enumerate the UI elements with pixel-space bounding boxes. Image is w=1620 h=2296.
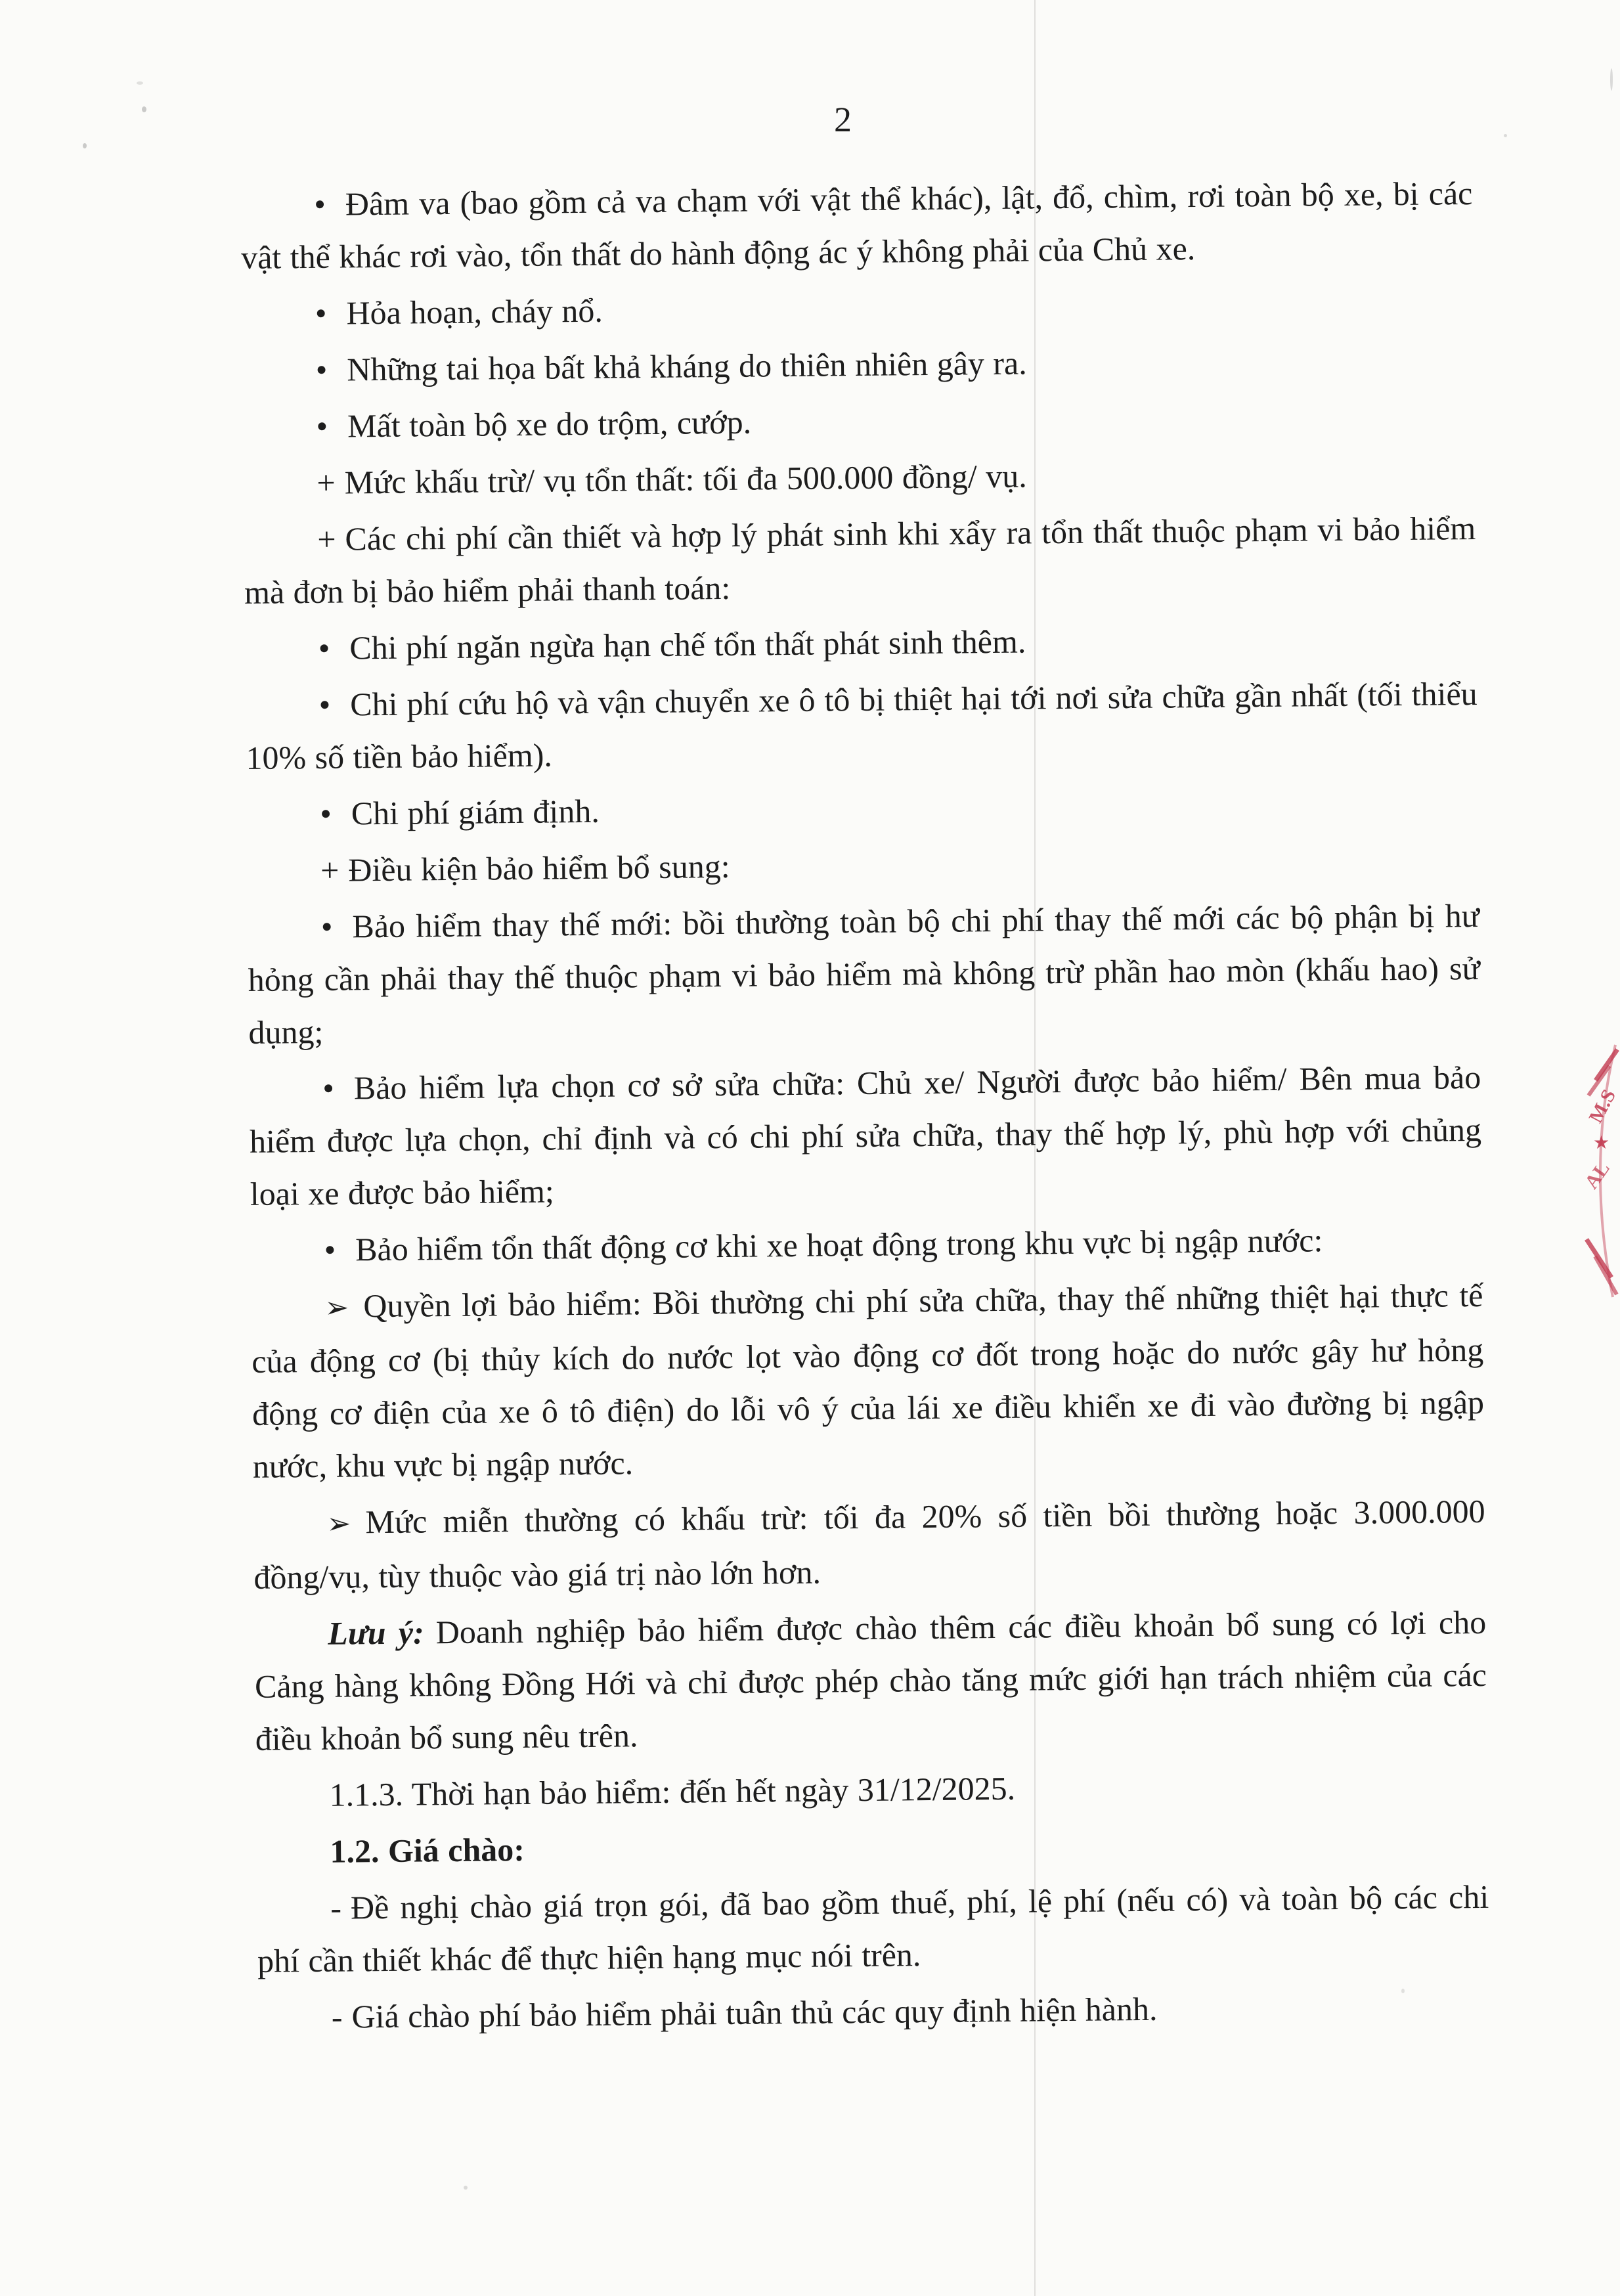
paragraph bbox=[250, 1212, 1483, 1277]
paragraph-text: Những tai họa bất khả kháng do thiên nhiên gây ra. bbox=[347, 344, 1027, 388]
bullet-icon: • bbox=[318, 629, 330, 667]
document-body bbox=[240, 167, 1490, 2048]
scan-speck bbox=[137, 81, 143, 85]
paragraph-text: Bảo hiểm tổn thất động cơ khi xe hoạt động trong khu vực bị ngập nước: bbox=[355, 1222, 1323, 1268]
paragraph bbox=[244, 611, 1477, 675]
paragraph-text: Mất toàn bộ xe do trộm, cướp. bbox=[347, 403, 752, 445]
paragraph-text: Mức khấu trừ/ vụ tổn thất: tối đa 500.000 đồng/ vụ. bbox=[344, 457, 1027, 501]
section-heading bbox=[256, 1814, 1489, 1878]
paragraph bbox=[255, 1757, 1488, 1822]
paragraph-text: Các chi phí cần thiết và hợp lý phát sinh khi xẩy ra tổn thất thuộc phạm vi bảo hiểm mà đơn bị bảo hiểm phải thanh toán: bbox=[244, 509, 1476, 611]
paragraph bbox=[246, 776, 1479, 841]
stamp-star-icon: ★ bbox=[1593, 1132, 1610, 1153]
bullet-icon: • bbox=[324, 1231, 336, 1268]
paragraph-text: Doanh nghiệp bảo hiểm được chào thêm các điều khoản bổ sung có lợi cho Cảng hàng không Đồng Hới và chỉ được phép chào tăng mức giới hạn trách nhiệm của các điều khoản bổ sung nêu trên. bbox=[254, 1603, 1487, 1757]
bullet-icon: • bbox=[316, 407, 328, 445]
paragraph bbox=[257, 1870, 1489, 1987]
heading-text: 1.2. Giá chào: bbox=[330, 1830, 525, 1870]
note-paragraph bbox=[254, 1596, 1487, 1765]
bullet-icon: • bbox=[320, 908, 333, 945]
arrow-marker-icon: ➢ bbox=[326, 1507, 351, 1540]
red-stamp-fragment bbox=[1579, 1040, 1620, 1302]
scan-speck bbox=[464, 2186, 468, 2190]
paragraph bbox=[240, 167, 1473, 284]
paragraph bbox=[244, 502, 1476, 619]
stamp-arc-icon bbox=[1579, 1040, 1620, 1302]
paragraph-text: Bảo hiểm lựa chọn cơ sở sửa chữa: Chủ xe/ Người được bảo hiểm/ Bên mua bảo hiểm được lựa chọn, chỉ định và có chi phí sửa chữa, thay thế hợp lý, phù hợp với chủng loại xe được bảo hiểm; bbox=[249, 1058, 1482, 1212]
bullet-icon: • bbox=[320, 795, 332, 832]
paragraph-text: 1.1.3. Thời hạn bảo hiểm: đến hết ngày 31/12/2025. bbox=[329, 1769, 1016, 1813]
bullet-icon: • bbox=[322, 1069, 335, 1107]
paragraph bbox=[248, 889, 1481, 1059]
paragraph bbox=[251, 1269, 1485, 1493]
paragraph-text: Đề nghị chào giá trọn gói, đã bao gồm thuế, phí, lệ phí (nếu có) và toàn bộ các chi phí cần thiết khác để thực hiện hạng mục nói trên. bbox=[257, 1878, 1489, 1979]
scan-speck bbox=[1504, 134, 1507, 137]
paragraph bbox=[242, 276, 1474, 340]
plus-marker: + bbox=[317, 520, 336, 558]
paragraph-text: Quyền lợi bảo hiểm: Bồi thường chi phí sửa chữa, thay thế những thiệt hại thực tế của động cơ (bị thủy kích do nước lọt vào động cơ đốt trong hoặc do nước gây hư hỏng động cơ điện của xe ô tô điện) do lỗi vô ý của lái xe điều khiển xe đi vào đường bị ngập nước, khu vực bị ngập nước. bbox=[252, 1276, 1485, 1485]
paragraph bbox=[253, 1485, 1485, 1604]
paragraph bbox=[242, 389, 1475, 453]
bullet-icon: • bbox=[315, 294, 327, 332]
paragraph-text: Giá chào phí bảo hiểm phải tuân thủ các quy định hiện hành. bbox=[351, 1990, 1158, 2035]
paragraph-text: Chi phí cứu hộ và vận chuyển xe ô tô bị thiệt hại tới nơi sửa chữa gần nhất (tối thiểu 10% số tiền bảo hiểm). bbox=[246, 674, 1478, 776]
bullet-icon: • bbox=[314, 185, 326, 223]
page-number: 2 bbox=[834, 100, 852, 139]
paragraph bbox=[247, 833, 1479, 897]
paragraph bbox=[242, 332, 1474, 397]
bullet-icon: • bbox=[315, 351, 328, 388]
paragraph-text: Chi phí giám định. bbox=[351, 792, 600, 832]
paragraph bbox=[245, 667, 1478, 784]
paragraph-text: Hỏa hoạn, cháy nổ. bbox=[346, 292, 603, 332]
scan-speck bbox=[1610, 68, 1613, 91]
note-lead: Lưu ý: bbox=[327, 1614, 424, 1652]
scan-speck bbox=[83, 143, 87, 148]
stamp-text: AL bbox=[1580, 1158, 1614, 1193]
paragraph bbox=[257, 1979, 1490, 2044]
paragraph bbox=[243, 445, 1476, 510]
scan-speck bbox=[142, 106, 146, 112]
plus-marker: + bbox=[320, 851, 339, 889]
paragraph-text: Điều kiện bảo hiểm bổ sung: bbox=[348, 847, 730, 889]
paragraph-text: Bảo hiểm thay thế mới: bồi thường toàn bộ chi phí thay thế mới các bộ phận bị hư hỏng cần phải thay thế thuộc phạm vi bảo hiểm mà không trừ phần hao mòn (khấu hao) sử dụng; bbox=[248, 896, 1480, 1051]
dash-marker: - bbox=[331, 1998, 343, 2035]
plus-marker: + bbox=[317, 464, 336, 501]
paragraph bbox=[249, 1051, 1482, 1220]
paragraph-text: Chi phí ngăn ngừa hạn chế tổn thất phát sinh thêm. bbox=[349, 623, 1026, 667]
paragraph-text: Mức miễn thường có khấu trừ: tối đa 20% số tiền bồi thường hoặc 3.000.000 đồng/vụ, tùy thuộc vào giá trị nào lớn hơn. bbox=[253, 1492, 1485, 1596]
stamp-text: M.S bbox=[1585, 1086, 1620, 1127]
dash-marker: - bbox=[330, 1889, 342, 1926]
arrow-marker-icon: ➢ bbox=[324, 1291, 349, 1324]
bullet-icon: • bbox=[318, 686, 331, 723]
paragraph-text: Đâm va (bao gồm cả va chạm với vật thể khác), lật, đổ, chìm, rơi toàn bộ xe, bị các vật thể khác rơi vào, tổn thất do hành động ác ý không phải của Chủ xe. bbox=[240, 174, 1473, 276]
